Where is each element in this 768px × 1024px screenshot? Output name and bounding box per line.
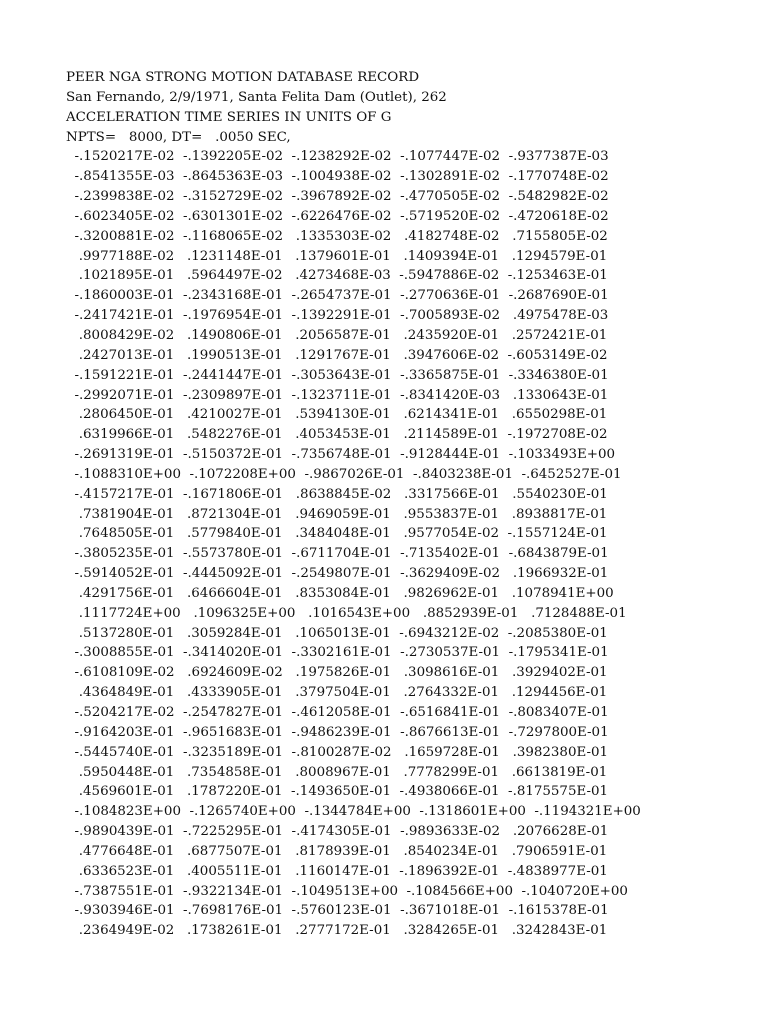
record-title: PEER NGA STRONG MOTION DATABASE RECORD	[66, 70, 420, 85]
data-row: .4776648E-01 .6877507E-01 .8178939E-01 .8540234E-01 .7906591E-01	[66, 843, 608, 859]
data-row: -.5445740E-01 -.3235189E-01 -.8100287E-02 .1659728E-01 .3982380E-01	[66, 744, 609, 760]
record-units: ACCELERATION TIME SERIES IN UNITS OF G	[66, 109, 392, 125]
data-row: -.1591221E-01 -.2441447E-01 -.3053643E-01 -.3365875E-01 -.3346380E-01	[66, 367, 609, 383]
data-row: -.2417421E-01 -.1976954E-01 -.1392291E-01 -.7005893E-02 .4975478E-03	[66, 308, 609, 324]
data-row: .2427013E-01 .1990513E-01 .1291767E-01 .3947606E-02 -.6053149E-02	[66, 347, 608, 363]
data-row: .7381904E-01 .8721304E-01 .9469059E-01 .9553837E-01 .8938817E-01	[66, 506, 608, 522]
data-row: -.8541355E-03 -.8645363E-03 -.1004938E-02 -.1302891E-02 -.1770748E-02	[66, 169, 609, 185]
data-row: -.3805235E-01 -.5573780E-01 -.6711704E-01 -.7135402E-01 -.6843879E-01	[66, 546, 609, 562]
data-row: .7648505E-01 .5779840E-01 .3484048E-01 .9577054E-02 -.1557124E-01	[66, 526, 608, 542]
data-row: -.4157217E-01 -.1671806E-01 .8638845E-02 .3317566E-01 .5540230E-01	[66, 486, 608, 502]
data-row: -.6023405E-02 -.6301301E-02 -.6226476E-02 -.5719520E-02 -.4720618E-02	[66, 208, 609, 224]
data-row: -.6108109E-02 .6924609E-02 .1975826E-01 .3098616E-01 .3929402E-01	[66, 665, 608, 681]
data-row: .6319966E-01 .5482276E-01 .4053453E-01 .2114589E-01 -.1972708E-02	[66, 427, 608, 443]
data-row: -.9164203E-01 -.9651683E-01 -.9486239E-01 -.8676613E-01 -.7297800E-01	[66, 724, 609, 740]
data-row: .4569601E-01 .1787220E-01 -.1493650E-01 -.4938066E-01 -.8175575E-01	[66, 784, 609, 800]
record-event-info: San Fernando, 2/9/1971, Santa Felita Dam (Outlet), 262	[66, 89, 447, 105]
data-row: -.7387551E-01 -.9322134E-01 -.1049513E+00 -.1084566E+00 -.1040720E+00	[66, 883, 628, 899]
data-row: -.1520217E-02 -.1392205E-02 -.1238292E-02 -.1077447E-02 -.9377387E-03	[66, 149, 609, 165]
data-row: .9977188E-02 .1231148E-01 .1379601E-01 .1409394E-01 .1294579E-01	[66, 248, 608, 264]
data-row: -.9303946E-01 -.7698176E-01 -.5760123E-01 -.3671018E-01 -.1615378E-01	[66, 903, 609, 919]
data-row: -.1084823E+00 -.1265740E+00 -.1344784E+00 -.1318601E+00 -.1194321E+00	[66, 804, 641, 820]
data-row: .1117724E+00 .1096325E+00 .1016543E+00 .8852939E-01 .7128488E-01	[66, 605, 627, 621]
data-row: .2364949E-02 .1738261E-01 .2777172E-01 .3284265E-01 .3242843E-01	[66, 923, 608, 939]
data-row: .5950448E-01 .7354858E-01 .8008967E-01 .7778299E-01 .6613819E-01	[66, 764, 608, 780]
data-row: -.2992071E-01 -.2309897E-01 -.1323711E-01 -.8341420E-03 .1330643E-01	[66, 387, 609, 403]
data-row: -.9890439E-01 -.7225295E-01 -.4174305E-01 -.9893633E-02 .2076628E-01	[66, 824, 609, 840]
data-row: -.2691319E-01 -.5150372E-01 -.7356748E-01 -.9128444E-01 -.1033493E+00	[66, 447, 616, 463]
data-row: -.3008855E-01 -.3414020E-01 -.3302161E-01 -.2730537E-01 -.1795341E-01	[66, 645, 609, 661]
data-row: .8008429E-02 .1490806E-01 .2056587E-01 .2435920E-01 .2572421E-01	[66, 327, 608, 343]
data-row: -.3200881E-02 -.1168065E-02 .1335303E-02 .4182748E-02 .7155805E-02	[66, 228, 608, 244]
acceleration-data-table	[66, 147, 746, 941]
data-row: .1021895E-01 .5964497E-02 .4273468E-03 -.5947886E-02 -.1253463E-01	[66, 268, 608, 284]
record-sampling-info: NPTS= 8000, DT= .0050 SEC,	[66, 129, 291, 145]
data-row: -.5914052E-01 -.4445092E-01 -.2549807E-01 -.3629409E-02 .1966932E-01	[66, 566, 609, 582]
data-row: -.1088310E+00 -.1072208E+00 -.9867026E-01 -.8403238E-01 -.6452527E-01	[66, 466, 622, 482]
data-row: .6336523E-01 .4005511E-01 .1160147E-01 -.1896392E-01 -.4838977E-01	[66, 863, 608, 879]
data-row: .4291756E-01 .6466604E-01 .8353084E-01 .9826962E-01 .1078941E+00	[66, 585, 614, 601]
data-row: .2806450E-01 .4210027E-01 .5394130E-01 .6214341E-01 .6550298E-01	[66, 407, 608, 423]
data-row: -.2399838E-02 -.3152729E-02 -.3967892E-02 -.4770505E-02 -.5482982E-02	[66, 189, 609, 205]
document-page	[66, 68, 746, 941]
data-row: .5137280E-01 .3059284E-01 .1065013E-01 -.6943212E-02 -.2085380E-01	[66, 625, 608, 641]
data-row: .4364849E-01 .4333905E-01 .3797504E-01 .2764332E-01 .1294456E-01	[66, 685, 608, 701]
data-row: -.5204217E-02 -.2547827E-01 -.4612058E-01 -.6516841E-01 -.8083407E-01	[66, 705, 609, 720]
data-row: -.1860003E-01 -.2343168E-01 -.2654737E-01 -.2770636E-01 -.2687690E-01	[66, 288, 609, 304]
